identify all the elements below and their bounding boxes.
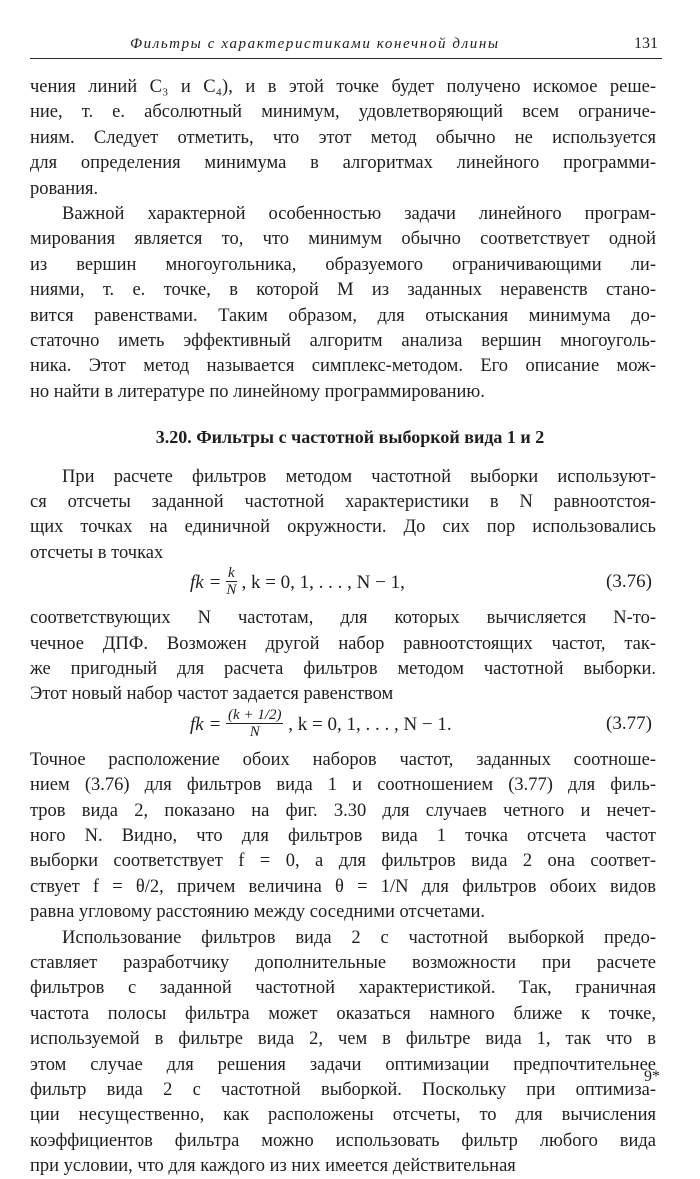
text-line: чечное ДПФ. Возможен другой набор равноотстоящих частот, так- [30, 633, 656, 654]
equation-3-76 [190, 567, 405, 600]
equation-3-77 [190, 706, 452, 742]
running-title: Фильтры с характеристиками конечной длины [130, 36, 500, 52]
text-line: же пригодный для расчета фильтров методом частотной выборки. [30, 659, 656, 679]
equation-rhs: , k = 0, 1, . . . , N − 1. [288, 713, 452, 735]
text-line: щих точках на единичной окружности. До сих пор использовались [30, 517, 656, 538]
text-line: вится равенствами. Таким образом, для отыскания минимума до- [30, 305, 656, 326]
equation-lhs: fk = [190, 713, 222, 735]
text-line: равна угловому расстоянию между соседними отсчетами. [30, 902, 485, 923]
section-heading: 3.20. Фильтры с частотной выборкой вида 1 и 2 [155, 427, 545, 448]
text-line: нием (3.76) для фильтров вида 1 и соотношением (3.77) для филь- [30, 775, 656, 796]
text-line: ся отсчеты заданной частотной характеристики в N равноотстоя- [30, 492, 656, 512]
running-header [30, 28, 662, 59]
text-line: ставляет разработчику дополнительные возможности при расчете [30, 953, 656, 973]
equation-rhs: , k = 0, 1, . . . , N − 1, [241, 572, 405, 594]
text-line: ствует f = θ/2, причем величина θ = 1/N для фильтров обоих видов [30, 876, 656, 897]
text-line: Использование фильтров вида 2 с частотной выборкой предо- [62, 927, 656, 948]
text-line: используемой в фильтре вида 2, чем в фильтре вида 1, так что в [30, 1029, 656, 1050]
text-line: рования. [30, 178, 99, 199]
text-line: частота полосы фильтра может оказаться намного ближе к точке, [30, 1003, 656, 1024]
text-line: коэффициентов фильтра можно использовать фильтр любого вида [30, 1130, 656, 1151]
fraction-denominator: N [226, 723, 283, 740]
text-line: фильтр вида 2 с частотной выборкой. Поскольку при оптимиза- [30, 1080, 656, 1100]
text-line: для определения минимума в алгоритмах линейного программи- [30, 153, 656, 174]
text-line: этом случае для решения задачи оптимизации предпочтительнее [30, 1054, 656, 1075]
text-line: фильтров с заданной частотной характеристикой. Так, граничная [30, 978, 656, 999]
text-line: при условии, что для каждого из них имеется действительная [30, 1156, 516, 1177]
text-line: но найти в литературе по линейному программированию. [30, 381, 485, 402]
text-line: тров вида 2, показано на фиг. 3.30 для случаев четного и нечет- [30, 800, 656, 821]
text-line: чения линий C₃ и C₄), и в этой точке будет получено искомое реше- [30, 77, 656, 97]
text-line: ние, т. е. абсолютный минимум, удовлетворяющий всем ограниче- [30, 102, 656, 123]
text-line: из вершин многоугольника, образуемого ограничивающими ли- [30, 254, 656, 275]
equation-number: (3.76) [606, 571, 652, 593]
signature-mark: 9* [644, 1068, 660, 1085]
text-line: выборки соответствует f = 0, а для фильтров вида 2 она соответ- [30, 851, 656, 872]
equation-fraction [226, 707, 283, 740]
text-line: мирования является то, что минимум обычно соответствует одной [30, 229, 656, 250]
page-number: 131 [634, 35, 658, 52]
fraction-numerator: (k + 1/2) [228, 706, 282, 723]
equation-number: (3.77) [606, 712, 652, 734]
text-line: ного N. Видно, что для фильтров вида 1 точка отсчета частот [30, 826, 656, 846]
text-line: ниями, т. е. точке, в которой M из заданных неравенств стано- [30, 280, 656, 301]
text-line: отсчеты в точках [30, 542, 164, 563]
text-line: При расчете фильтров методом частотной выборки используют- [62, 466, 656, 487]
text-line: Этот новый набор частот задается равенством [30, 684, 394, 705]
text-line: ниям. Следует отметить, что этот метод обычно не используется [30, 127, 656, 148]
fraction-denominator: N [226, 582, 237, 599]
text-line: Важной характерной особенностью задачи линейного програм- [62, 204, 656, 224]
fraction-numerator: k [228, 565, 235, 582]
equation-lhs: fk = [190, 572, 222, 594]
text-line: Точное расположение обоих наборов частот, заданных соотноше- [30, 749, 656, 770]
text-line: ции несущественно, как расположены отсчеты, то для вычисления [30, 1105, 656, 1126]
text-line: статочно иметь эффективный алгоритм анализа вершин многоуголь- [30, 331, 656, 351]
text-line: ника. Этот метод называется симплекс-методом. Его описание мож- [30, 356, 656, 377]
text-line: соответствующих N частотам, для которых вычисляется N-то- [30, 608, 656, 629]
equation-fraction [226, 565, 237, 598]
